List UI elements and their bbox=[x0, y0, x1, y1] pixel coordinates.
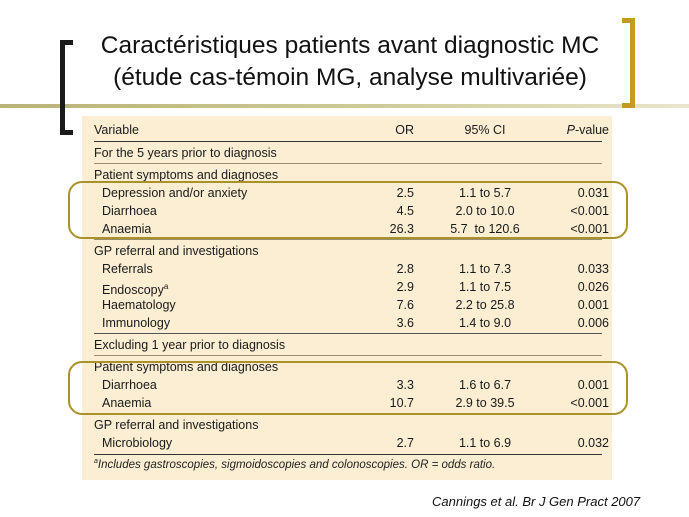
table-header-row bbox=[94, 121, 609, 139]
footnote-text: Includes gastroscopies, sigmoidoscopies and colonoscopies. OR = odds ratio. bbox=[97, 458, 496, 471]
results-table bbox=[82, 116, 612, 480]
cell-or: 3.6 bbox=[396, 316, 414, 330]
group-heading-text: Patient symptoms and diagnoses bbox=[94, 168, 279, 182]
table-rule bbox=[94, 355, 602, 356]
section-heading bbox=[94, 144, 602, 162]
cell-or: 3.3 bbox=[396, 378, 414, 392]
table-row bbox=[94, 278, 609, 298]
header-p-letter: P bbox=[566, 123, 575, 137]
header-variable: Variable bbox=[94, 123, 139, 137]
table-rule bbox=[94, 239, 602, 240]
cell-variable: Diarrhoea bbox=[102, 204, 157, 218]
footnote-marker: a bbox=[163, 282, 169, 291]
section-heading-text: For the 5 years prior to diagnosis bbox=[94, 146, 277, 160]
cell-p: <0.001 bbox=[570, 222, 609, 236]
cell-variable: Immunology bbox=[102, 316, 171, 330]
cell-p: 0.031 bbox=[577, 186, 609, 200]
cell-variable: Microbiology bbox=[102, 436, 173, 450]
cell-or: 2.5 bbox=[396, 186, 414, 200]
cell-variable: Anaemia bbox=[102, 222, 152, 236]
group-heading-text: GP referral and investigations bbox=[94, 244, 259, 258]
cell-variable: Haematology bbox=[102, 298, 176, 312]
table-rule bbox=[94, 333, 602, 334]
cell-or: 2.8 bbox=[396, 262, 414, 276]
cell-p: 0.026 bbox=[577, 280, 609, 294]
cell-p: 0.033 bbox=[577, 262, 609, 276]
cell-ci: 2.9 to 39.5 bbox=[455, 396, 515, 410]
table-row bbox=[94, 434, 609, 452]
table-row bbox=[94, 314, 609, 332]
table-rule bbox=[94, 141, 602, 142]
cell-ci: 2.2 to 25.8 bbox=[455, 298, 515, 312]
table-rule bbox=[94, 454, 602, 455]
cell-or: 10.7 bbox=[389, 396, 414, 410]
cell-ci: 1.4 to 9.0 bbox=[458, 316, 512, 330]
cell-ci: 2.0 to 10.0 bbox=[455, 204, 515, 218]
cell-or: 2.7 bbox=[396, 436, 414, 450]
slide-title bbox=[70, 30, 630, 94]
cell-p: 0.032 bbox=[577, 436, 609, 450]
table-row bbox=[94, 260, 609, 278]
cell-variable-text: Endoscopy bbox=[102, 283, 164, 298]
group-heading-text: GP referral and investigations bbox=[94, 418, 259, 432]
cell-p: 0.001 bbox=[577, 378, 609, 392]
cell-variable: Diarrhoea bbox=[102, 378, 157, 392]
cell-ci: 1.1 to 7.5 bbox=[458, 280, 512, 294]
cell-p: <0.001 bbox=[570, 204, 609, 218]
citation: Cannings et al. Br J Gen Pract 2007 bbox=[432, 494, 641, 509]
cell-variable: Referrals bbox=[102, 262, 153, 276]
cell-ci: 1.1 to 5.7 bbox=[458, 186, 512, 200]
cell-ci: 1.1 to 6.9 bbox=[458, 436, 512, 450]
cell-or: 2.9 bbox=[396, 280, 414, 294]
table-rule bbox=[94, 163, 602, 164]
slide-title-line2: (étude cas-témoin MG, analyse multivariée) bbox=[113, 64, 587, 91]
highlight-box-excluding-1-year bbox=[68, 361, 628, 415]
footnote-marker: a bbox=[94, 458, 98, 465]
cell-or: 26.3 bbox=[389, 222, 414, 236]
table-row bbox=[94, 296, 609, 314]
group-heading bbox=[94, 242, 602, 260]
cell-ci: 5.7 to 120.6 bbox=[450, 222, 520, 236]
slide-title-line1: Caractéristiques patients avant diagnostic MC bbox=[100, 32, 600, 59]
title-divider-line bbox=[0, 104, 689, 108]
header-p-value: P-value bbox=[566, 123, 609, 137]
group-heading bbox=[94, 416, 602, 434]
cell-p: <0.001 bbox=[570, 396, 609, 410]
cell-ci: 1.6 to 6.7 bbox=[458, 378, 512, 392]
cell-p: 0.001 bbox=[577, 298, 609, 312]
cell-variable: Depression and/or anxiety bbox=[102, 186, 248, 200]
cell-or: 4.5 bbox=[396, 204, 414, 218]
header-ci: 95% CI bbox=[464, 123, 506, 137]
highlight-box-5-years bbox=[68, 181, 628, 239]
cell-or: 7.6 bbox=[396, 298, 414, 312]
table-footnote bbox=[94, 458, 495, 471]
section-heading bbox=[94, 336, 602, 354]
header-or: OR bbox=[395, 123, 414, 137]
group-heading-text: Patient symptoms and diagnoses bbox=[94, 360, 279, 374]
cell-ci: 1.1 to 7.3 bbox=[458, 262, 512, 276]
cell-variable: Anaemia bbox=[102, 396, 152, 410]
section-heading-text: Excluding 1 year prior to diagnosis bbox=[94, 338, 286, 352]
cell-p: 0.006 bbox=[577, 316, 609, 330]
